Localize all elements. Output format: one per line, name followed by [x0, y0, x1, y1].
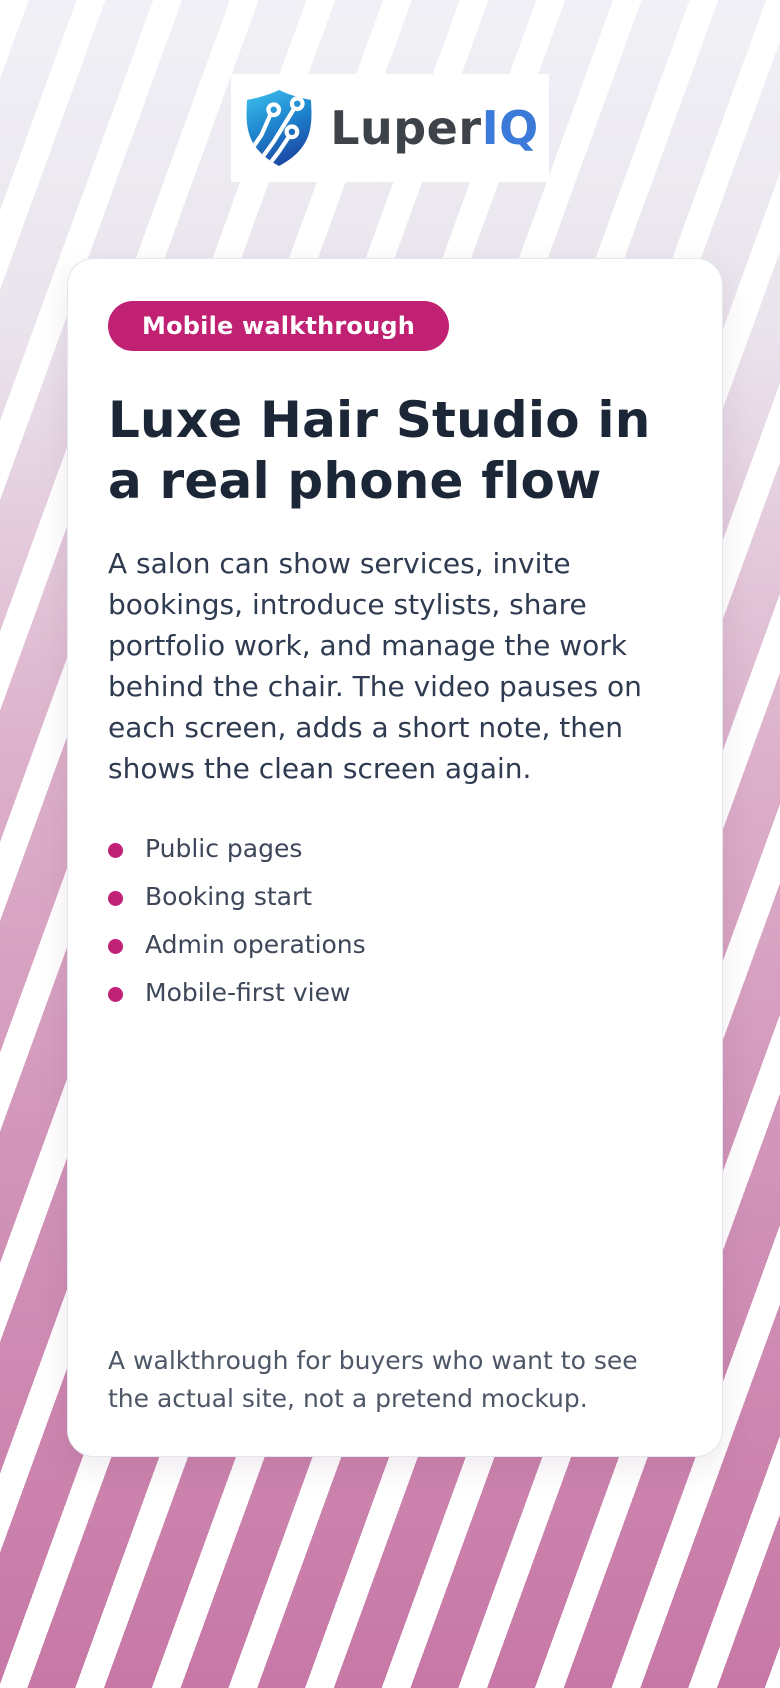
- list-item: [108, 977, 682, 1007]
- brand-logo: [231, 74, 549, 182]
- list-item: [108, 929, 682, 959]
- brand-name-primary: Luper: [330, 101, 482, 155]
- category-badge: Mobile walkthrough: [108, 301, 449, 351]
- content-card: [67, 258, 723, 1457]
- bullet-dot-icon: [108, 987, 123, 1002]
- feature-label: Booking start: [145, 881, 313, 911]
- feature-label: Public pages: [145, 833, 303, 863]
- shield-circuit-icon: [241, 88, 317, 168]
- feature-list: [108, 833, 682, 1007]
- page-title: Luxe Hair Studio in a real phone flow: [108, 391, 651, 510]
- description-text: A salon can show services, invite bookings, introduce stylists, share portfolio work, and manage the work behind the chair. The video pauses on each screen, adds a short note, then shows the clean screen again.: [108, 547, 642, 785]
- brand-wordmark: [330, 101, 539, 155]
- brand-name-accent: IQ: [481, 101, 539, 155]
- bullet-dot-icon: [108, 891, 123, 906]
- feature-label: Admin operations: [145, 929, 366, 959]
- bullet-dot-icon: [108, 843, 123, 858]
- list-item: [108, 881, 682, 911]
- feature-label: Mobile-first view: [145, 977, 351, 1007]
- list-item: [108, 833, 682, 863]
- bullet-dot-icon: [108, 939, 123, 954]
- footer-note: A walkthrough for buyers who want to see the actual site, not a pretend mockup.: [108, 1346, 638, 1413]
